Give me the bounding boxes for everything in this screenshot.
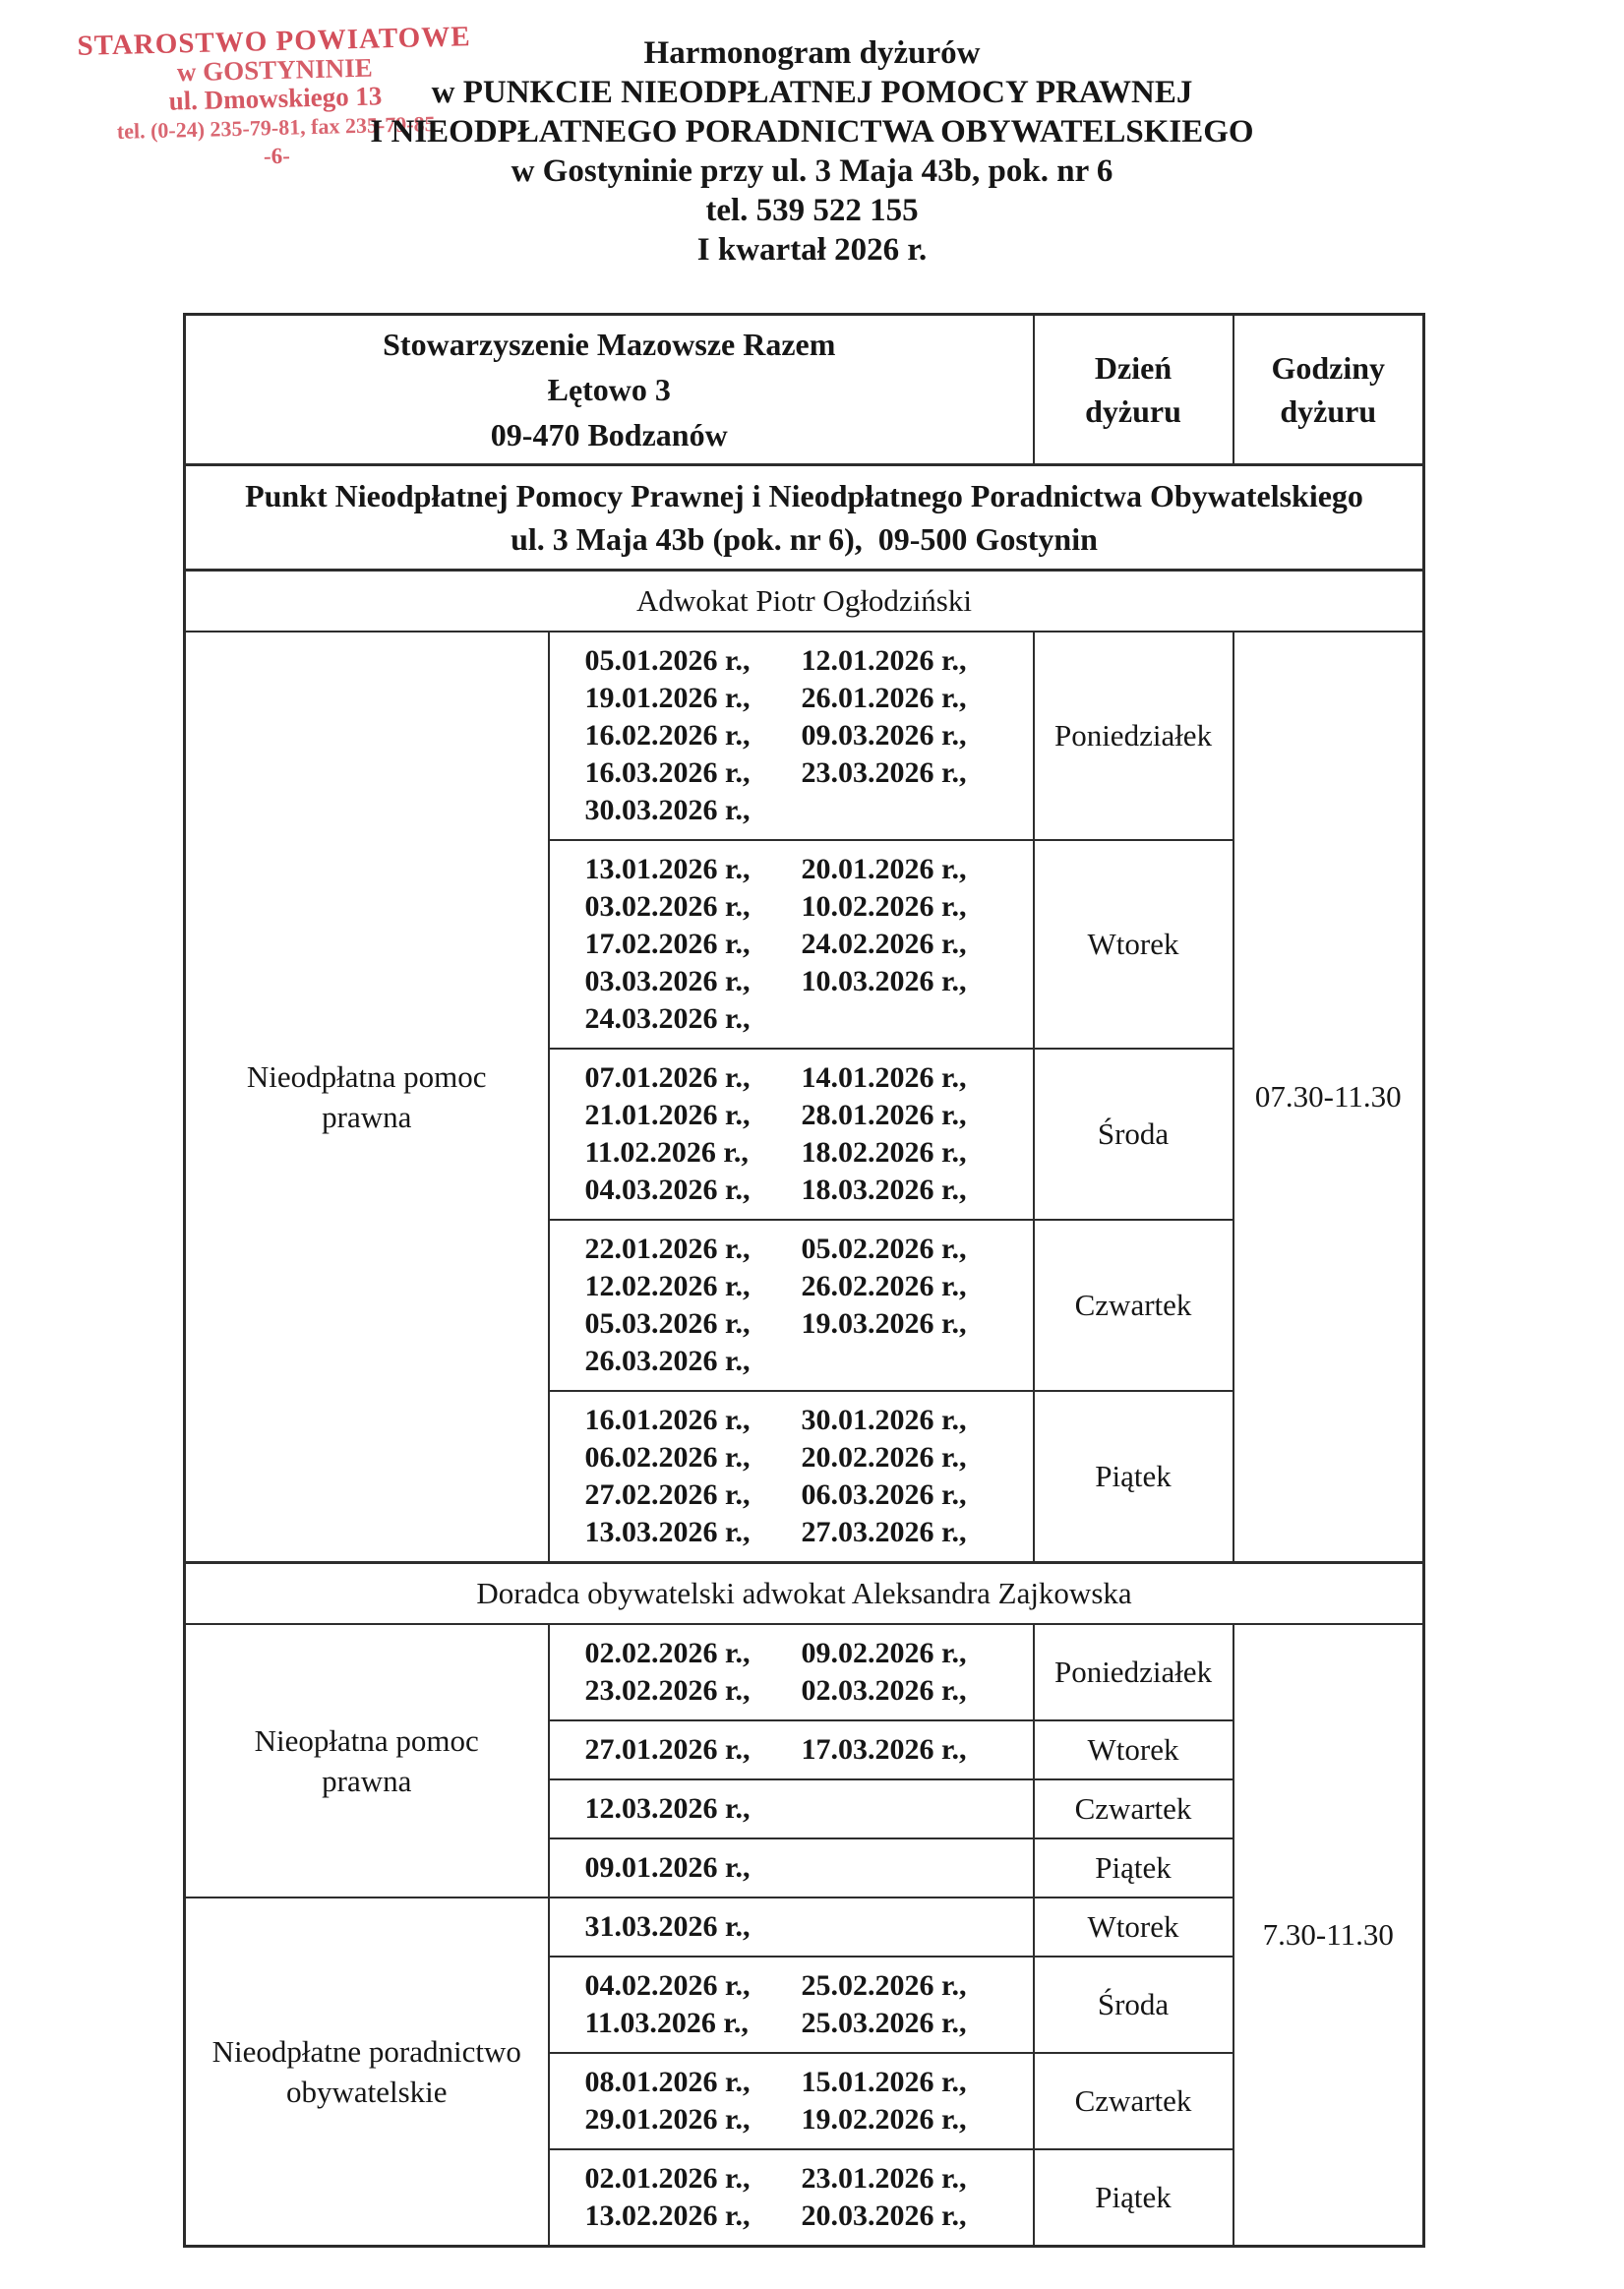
date-value: 06.02.2026 r., <box>584 1441 751 1474</box>
day-of-week-cell: Piątek <box>1034 2149 1233 2247</box>
stamp-street: ul. Dmowskiego 13 <box>168 81 383 116</box>
date-line <box>585 2101 1033 2138</box>
date-line <box>585 1635 1033 1672</box>
dates-cell <box>549 840 1034 1049</box>
date-value: 23.03.2026 r., <box>801 756 967 789</box>
date-line <box>585 1439 1033 1476</box>
date-line <box>585 1172 1033 1209</box>
organization-address-line1: Łętowo 3 <box>547 372 671 407</box>
date-value: 09.03.2026 r., <box>801 719 967 752</box>
date-line <box>585 1790 1033 1828</box>
day-of-week-cell: Piątek <box>1034 1391 1233 1563</box>
date-value: 26.02.2026 r., <box>801 1270 967 1302</box>
date-line <box>585 1134 1033 1172</box>
date-value: 20.01.2026 r., <box>801 853 967 885</box>
date-value: 04.03.2026 r., <box>584 1174 751 1206</box>
date-value: 05.01.2026 r., <box>584 644 751 677</box>
date-value: 30.01.2026 r., <box>801 1404 967 1436</box>
dates-cell <box>549 632 1034 840</box>
date-line <box>585 1514 1033 1551</box>
date-value: 30.03.2026 r., <box>584 794 751 826</box>
dates-cell <box>549 1897 1034 1957</box>
date-value: 25.03.2026 r., <box>801 2007 967 2039</box>
date-value: 16.01.2026 r., <box>584 1404 751 1436</box>
date-value: 21.01.2026 r., <box>584 1099 751 1131</box>
date-line <box>585 754 1033 792</box>
date-line <box>585 926 1033 963</box>
date-line <box>585 1476 1033 1514</box>
date-value: 16.02.2026 r., <box>584 719 751 752</box>
point-info-cell <box>185 465 1424 571</box>
date-line <box>585 888 1033 926</box>
date-line <box>585 680 1033 717</box>
date-value: 27.02.2026 r., <box>584 1478 751 1511</box>
point-name: Punkt Nieodpłatnej Pomocy Prawnej i Nieodpłatnego Poradnictwa Obywatelskiego <box>245 478 1363 513</box>
date-line <box>585 2064 1033 2101</box>
organization-address-line2: 09-470 Bodzanów <box>490 417 728 452</box>
schedule-row <box>185 1624 1424 1720</box>
dates-cell <box>549 1720 1034 1779</box>
date-value: 19.02.2026 r., <box>801 2103 967 2136</box>
day-of-week-cell: Czwartek <box>1034 1779 1233 1838</box>
date-value: 19.03.2026 r., <box>801 1307 967 1340</box>
table-header-row <box>185 315 1424 465</box>
date-value: 13.01.2026 r., <box>584 853 751 885</box>
date-value: 20.02.2026 r., <box>801 1441 967 1474</box>
date-value: 12.03.2026 r., <box>584 1792 751 1825</box>
date-value: 19.01.2026 r., <box>584 682 751 714</box>
date-value: 14.01.2026 r., <box>801 1061 967 1094</box>
date-line <box>585 1231 1033 1268</box>
date-line <box>585 963 1033 1000</box>
date-value: 11.03.2026 r., <box>584 2007 749 2039</box>
date-line <box>585 717 1033 754</box>
dates-cell <box>549 1391 1034 1563</box>
dates-cell <box>549 1049 1034 1220</box>
date-value: 02.02.2026 r., <box>584 1637 751 1669</box>
date-value: 06.03.2026 r., <box>801 1478 967 1511</box>
date-line <box>585 1967 1033 2005</box>
date-value: 07.01.2026 r., <box>584 1061 751 1094</box>
date-value: 31.03.2026 r., <box>584 1910 751 1943</box>
date-line <box>585 1672 1033 1710</box>
advisor-row <box>185 1563 1424 1625</box>
date-line <box>585 1305 1033 1343</box>
header-phone: tel. 539 522 155 <box>705 193 919 228</box>
lawyer-name-cell: Adwokat Piotr Ogłodziński <box>185 571 1424 632</box>
schedule-table <box>183 313 1425 2248</box>
day-of-week-cell: Poniedziałek <box>1034 632 1233 840</box>
date-value: 13.03.2026 r., <box>584 1516 751 1548</box>
date-line <box>585 1268 1033 1305</box>
date-line <box>585 1402 1033 1439</box>
date-value: 29.01.2026 r., <box>584 2103 751 2136</box>
service-label: Nieodpłatna pomoc prawna <box>246 1059 487 1134</box>
day-of-week-cell: Wtorek <box>1034 1897 1233 1957</box>
date-value: 10.03.2026 r., <box>801 965 967 997</box>
date-value: 28.01.2026 r., <box>801 1099 967 1131</box>
stamp-city: w GOSTYNINIE <box>176 52 374 88</box>
day-of-week-cell: Poniedziałek <box>1034 1624 1233 1720</box>
date-value: 18.02.2026 r., <box>801 1136 967 1169</box>
point-info-row <box>185 465 1424 571</box>
day-of-week-cell: Czwartek <box>1034 2053 1233 2149</box>
date-value: 26.03.2026 r., <box>584 1345 751 1377</box>
day-column-header: Dzień dyżuru <box>1034 315 1233 465</box>
point-address: ul. 3 Maja 43b (pok. nr 6), 09-500 Gostynin <box>511 521 1098 557</box>
service-label: Nieopłatna pomoc prawna <box>254 1723 479 1798</box>
date-value: 17.02.2026 r., <box>584 928 751 960</box>
date-value: 27.03.2026 r., <box>801 1516 967 1548</box>
header-address: w Gostyninie przy ul. 3 Maja 43b, pok. nr 6 <box>511 153 1113 189</box>
date-value: 17.03.2026 r., <box>801 1733 967 1766</box>
duty-hours-cell: 07.30-11.30 <box>1233 632 1424 1563</box>
date-value: 13.02.2026 r., <box>584 2199 751 2232</box>
organization-cell <box>185 315 1034 465</box>
date-line <box>585 851 1033 888</box>
date-value: 02.03.2026 r., <box>801 1674 967 1707</box>
day-of-week-cell: Środa <box>1034 1957 1233 2053</box>
date-value: 22.01.2026 r., <box>584 1233 751 1265</box>
date-value: 04.02.2026 r., <box>584 1969 751 2002</box>
date-value: 09.01.2026 r., <box>584 1851 751 1884</box>
advisor-name-cell: Doradca obywatelski adwokat Aleksandra Zajkowska <box>185 1563 1424 1625</box>
dates-cell <box>549 1624 1034 1720</box>
date-line <box>585 1731 1033 1769</box>
date-line <box>585 1097 1033 1134</box>
date-value: 09.02.2026 r., <box>801 1637 967 1669</box>
dates-cell <box>549 1220 1034 1391</box>
header-subtitle-1: w PUNKCIE NIEODPŁATNEJ POMOCY PRAWNEJ <box>431 75 1193 110</box>
date-value: 20.03.2026 r., <box>801 2199 967 2232</box>
date-value: 02.01.2026 r., <box>584 2162 751 2195</box>
date-value: 16.03.2026 r., <box>584 756 751 789</box>
date-value: 05.02.2026 r., <box>801 1233 967 1265</box>
day-of-week-cell: Piątek <box>1034 1838 1233 1897</box>
date-line <box>585 792 1033 829</box>
date-value: 27.01.2026 r., <box>584 1733 751 1766</box>
date-line <box>585 2198 1033 2235</box>
organization-name: Stowarzyszenie Mazowsze Razem <box>383 327 836 362</box>
service-label-cell <box>185 1897 549 2247</box>
service-label: Nieodpłatne poradnictwo obywatelskie <box>211 2034 521 2109</box>
dates-cell <box>549 1779 1034 1838</box>
date-line <box>585 2160 1033 2198</box>
date-value: 15.01.2026 r., <box>801 2066 967 2098</box>
date-line <box>585 642 1033 680</box>
date-value: 03.03.2026 r., <box>584 965 751 997</box>
date-line <box>585 1849 1033 1887</box>
header-subtitle-2: I NIEODPŁATNEGO PORADNICTWA OBYWATELSKIEGO <box>370 114 1254 150</box>
date-line <box>585 1908 1033 1946</box>
duty-hours-cell: 7.30-11.30 <box>1233 1624 1424 2247</box>
date-value: 26.01.2026 r., <box>801 682 967 714</box>
date-value: 18.03.2026 r., <box>801 1174 967 1206</box>
day-of-week-cell: Wtorek <box>1034 1720 1233 1779</box>
date-value: 10.02.2026 r., <box>801 890 967 923</box>
date-line <box>585 1059 1033 1097</box>
date-line <box>585 2005 1033 2042</box>
stamp-office-name: STAROSTWO POWIATOWE <box>77 21 471 62</box>
date-value: 24.03.2026 r., <box>584 1002 751 1035</box>
dates-cell <box>549 1838 1034 1897</box>
hours-column-header: Godziny dyżuru <box>1233 315 1424 465</box>
dates-cell <box>549 2149 1034 2247</box>
header-title: Harmonogram dyżurów <box>643 35 981 71</box>
date-line <box>585 1000 1033 1038</box>
date-value: 08.01.2026 r., <box>584 2066 751 2098</box>
day-of-week-cell: Czwartek <box>1034 1220 1233 1391</box>
date-value: 12.02.2026 r., <box>584 1270 751 1302</box>
dates-cell <box>549 2053 1034 2149</box>
date-value: 24.02.2026 r., <box>801 928 967 960</box>
stamp-phone-fax: tel. (0-24) 235-79-81, fax 235-79-85 <box>116 111 436 144</box>
stamp-number: -6- <box>263 143 291 169</box>
date-line <box>585 1343 1033 1380</box>
date-value: 25.02.2026 r., <box>801 1969 967 2002</box>
date-value: 23.01.2026 r., <box>801 2162 967 2195</box>
date-value: 11.02.2026 r., <box>584 1136 749 1169</box>
date-value: 03.02.2026 r., <box>584 890 751 923</box>
lawyer-row <box>185 571 1424 632</box>
document-header <box>0 0 1624 270</box>
header-quarter: I kwartał 2026 r. <box>696 232 928 268</box>
date-value: 23.02.2026 r., <box>584 1674 751 1707</box>
date-value: 05.03.2026 r., <box>584 1307 751 1340</box>
dates-cell <box>549 1957 1034 2053</box>
schedule-row <box>185 632 1424 840</box>
service-label-cell <box>185 632 549 1563</box>
day-of-week-cell: Wtorek <box>1034 840 1233 1049</box>
day-of-week-cell: Środa <box>1034 1049 1233 1220</box>
service-label-cell <box>185 1624 549 1897</box>
date-value: 12.01.2026 r., <box>801 644 967 677</box>
